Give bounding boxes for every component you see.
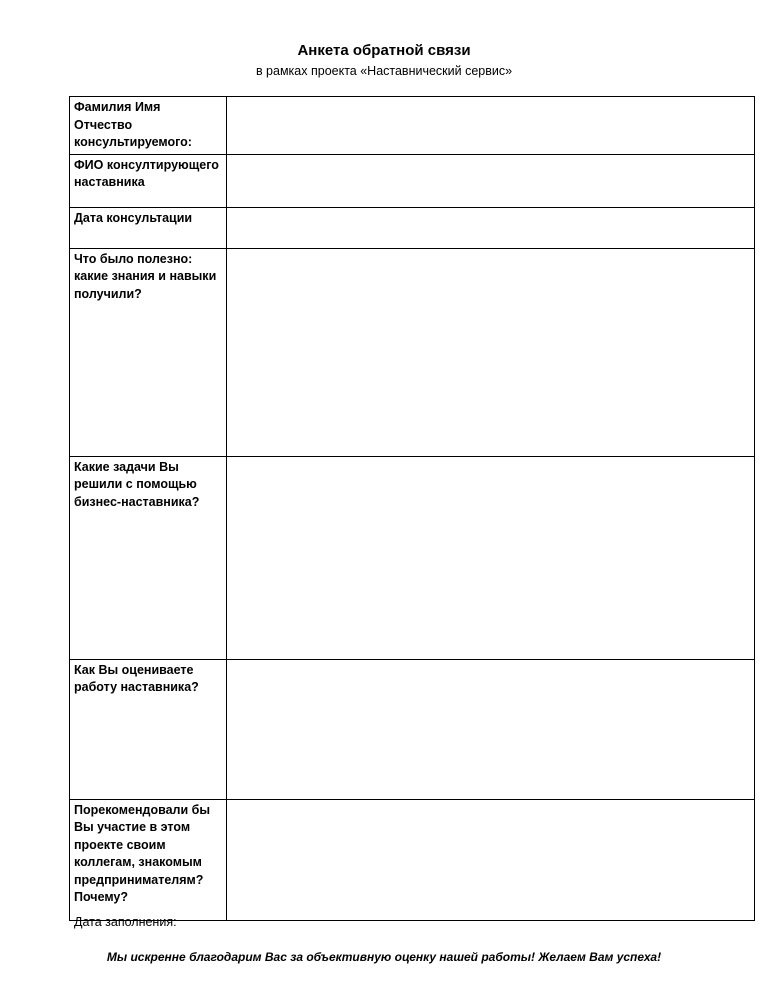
answer-field-solved-tasks[interactable] [227,457,754,489]
question-label-recommendation: Порекомендовали бы Вы участие в этом проекте своим коллегам, знакомым предпринимателям? Почему? [70,799,227,920]
answer-cell-recommendation[interactable] [227,799,755,920]
table-row [70,207,755,248]
question-label-consultation-date: Дата консультации [70,207,227,248]
question-label-solved-tasks: Какие задачи Вы решили с помощью бизнес-наставника? [70,456,227,659]
answer-field-consultation-date[interactable] [227,208,754,240]
question-label-mentee-name: Фамилия Имя Отчество консультируемого: [70,97,227,155]
answer-field-mentor-name[interactable] [227,155,754,187]
table-row [70,154,755,207]
thank-you-note: Мы искренне благодарим Вас за объективную оценку нашей работы! Желаем Вам успеха! [106,950,662,964]
answer-field-mentor-rating[interactable] [227,660,754,692]
feedback-form-table [69,96,755,921]
answer-field-useful-knowledge[interactable] [227,249,754,281]
table-row [70,799,755,920]
question-label-mentor-rating: Как Вы оцениваете работу наставника? [70,659,227,799]
answer-cell-consultation-date[interactable] [227,207,755,248]
table-row [70,248,755,456]
answer-cell-mentor-name[interactable] [227,154,755,207]
page-title: Анкета обратной связи [297,42,471,59]
answer-cell-solved-tasks[interactable] [227,456,755,659]
answer-cell-mentor-rating[interactable] [227,659,755,799]
answer-cell-mentee-name[interactable] [227,97,755,155]
answer-cell-useful-knowledge[interactable] [227,248,755,456]
table-row [70,456,755,659]
answer-field-mentee-name[interactable] [227,97,754,129]
question-label-useful-knowledge: Что было полезно: какие знания и навыки получили? [70,248,227,456]
fill-date-label: Дата заполнения: [74,915,177,929]
question-label-mentor-name: ФИО консултирующего наставника [70,154,227,207]
table-row [70,97,755,155]
answer-field-recommendation[interactable] [227,800,754,832]
table-row [70,659,755,799]
page-subtitle: в рамках проекта «Наставнический сервис» [255,64,513,78]
